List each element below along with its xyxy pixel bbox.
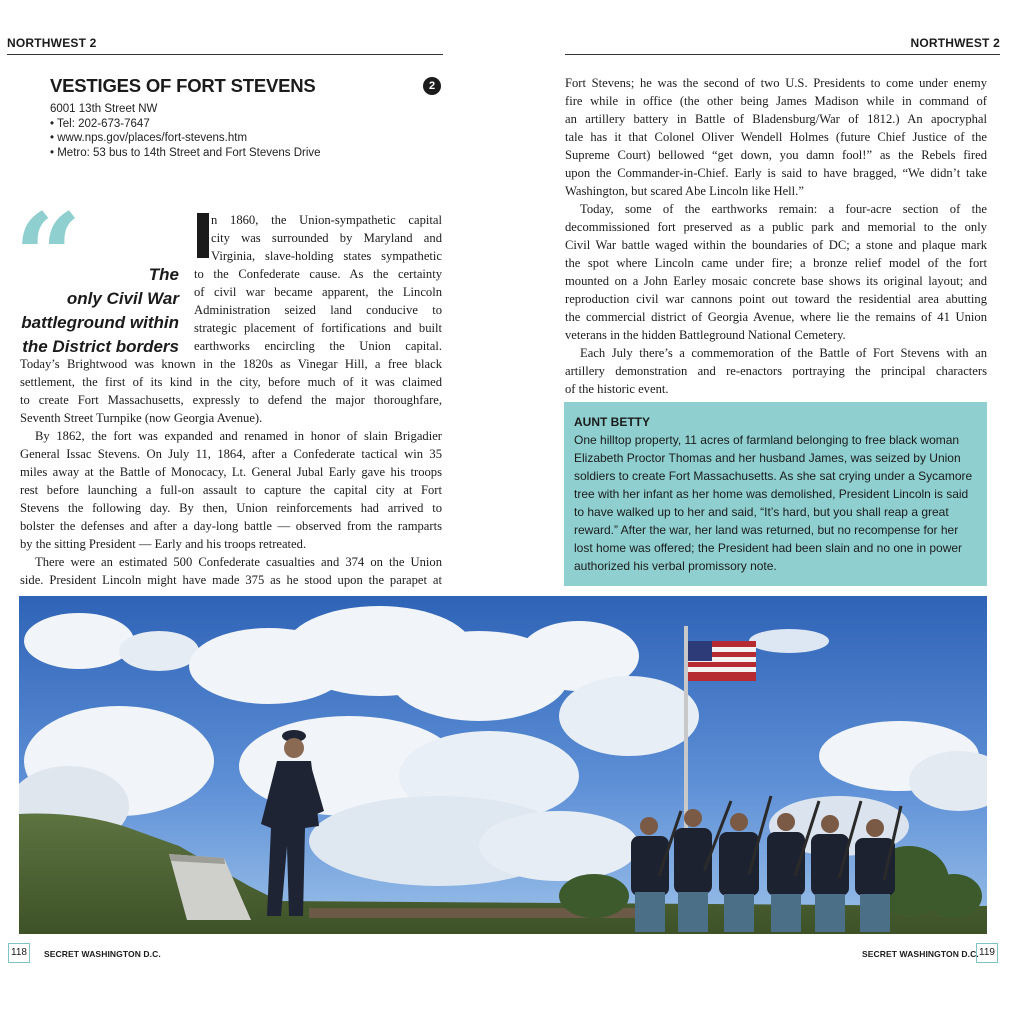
sidebar-line: tree with her infant as her home was demolished, President Lincoln is said [574,487,969,501]
sidebar-title: AUNT BETTY [574,415,650,429]
text-line: Stevens the following day. By then, Union reinforcements had arrived to [20,501,442,515]
section-header-right: NORTHWEST 2 [565,36,1000,55]
text-line: Fort Stevens; he was the second of two U.S. Presidents to come under enemy [565,76,987,90]
text-line: to the Confederate cause. As the certainty [194,267,442,281]
text-line: Supreme Court) bellowed “get down, you damn fool!” as the Rebels fired [565,148,987,162]
text-line: fire while in office (the other being James Madison while in command of [565,94,987,108]
text-line: strategic placement of fortifications and built [194,321,442,335]
footer-book-title-right: SECRET WASHINGTON D.C. [862,949,979,959]
us-flag [688,641,756,681]
pull-quote-line: the District borders [22,337,179,356]
sidebar-box [564,402,987,586]
text-line: Civil War battle waged within the boundaries of DC; a stone and plaque mark [565,238,987,252]
page-number-right: 119 [976,943,998,963]
text-line: Today’s Brightwood was known in the 1820s as Vinegar Hill, a free black [20,357,442,371]
fort-photo-illustration [19,596,987,934]
text-line: city was surrounded by Maryland and [211,231,442,245]
sidebar-line: One hilltop property, 11 acres of farmland belonging to free black woman [574,433,960,447]
text-line: veterans in the hidden Battleground National Cemetery. [565,328,846,342]
address-line: 6001 13th Street NW [50,103,158,115]
text-line: an artillery battery in Battle of Bladensburg/War of 1812.) An apocryphal [565,112,987,126]
pull-quote-line: battleground within [21,313,179,332]
entry-info [50,102,440,160]
text-line: upon the Commander-in-Chief. Early is said to have bragged, “We didn’t take [565,166,987,180]
entry-number-badge: 2 [423,77,441,95]
left-column-body [20,355,442,589]
text-line: to create Fort Massachusetts, expressly to defend the major thoroughfare, [20,393,442,407]
metro-line: • Metro: 53 bus to 14th Street and Fort Stevens Drive [50,146,321,159]
text-line: by the sitting President — Early and his troops retreated. [20,537,307,551]
text-line: tale has it that Colonel Oliver Wendell Holmes (future Chief Justice of the [565,130,987,144]
text-line: of civil war became apparent, the Lincoln [194,285,442,299]
text-line: Each July there’s a commemoration of the Battle of Fort Stevens with an [580,346,987,360]
text-line: reproduction civil war cannons point out toward the residential area abutting [565,292,987,306]
pull-quote [14,263,179,359]
text-line: decommissioned fort preserved as a public park and memorial to the only [565,220,987,234]
sidebar-line: soldiers to create Fort Massachusetts. As she sat crying under a Sycamore [574,469,973,483]
sidebar-line: Elizabeth Proctor Thomas and her husband James, was seized by Union [574,451,961,465]
text-line: earthworks encircling the Union capital. [194,339,442,353]
sidebar-line: authorized his verbal promissory note. [574,559,777,573]
quote-mark-icon: “ [14,187,82,326]
text-line: settlement, the first of its kind in the city, before much of it was claimed [20,375,442,389]
text-line: side. President Lincoln might have made 375 as he stood upon the parapet at [20,573,442,587]
web-line: • www.nps.gov/places/fort-stevens.htm [50,132,248,144]
text-line: mounted on a John Earley mosaic concrete base shows its original layout; and [565,274,987,288]
text-line: artillery demonstration and re-enactors portraying the principal characters [565,364,987,378]
text-line: the spot where Lincoln came under fire; a bronze relief model of the fort [565,256,987,270]
sidebar-body [574,431,977,575]
text-line: miles away at the Battle of Monocacy, Lt. General Jubal Early gave his troops [20,465,442,479]
sidebar-line: reward.” After the war, her land was returned, but no recompense for her [574,523,959,537]
left-column-wrap-text [194,265,442,355]
dropcap-letter [197,213,209,258]
right-column-body [565,74,987,398]
text-line: rest before launching a full-on assault to capture the capital city at Fort [20,483,442,497]
text-line: There were an estimated 500 Confederate casualties and 374 on the Union [35,555,442,569]
section-header-left: NORTHWEST 2 [7,36,443,55]
sidebar-line: to have walked up to her and said, “It’s hard, but you shall reap a great [574,505,949,519]
left-column-dropcap-text [211,211,442,265]
pull-quote-line: The [148,265,179,284]
text-line: Virginia, slave-holding states sympathetic [211,249,442,263]
text-line: n 1860, the Union-sympathetic capital [211,213,442,227]
text-line: of the historic event. [565,382,669,396]
text-line: Today, some of the earthworks remain: a four-acre section of the [580,202,987,216]
entry-title: VESTIGES OF FORT STEVENS [50,75,316,96]
text-line: Seventh Street Turnpike (now Georgia Avenue). [20,411,263,425]
fort-photo [19,596,987,934]
footer-book-title-left: SECRET WASHINGTON D.C. [44,949,161,959]
text-line: Washington, but scared Abe Lincoln like Hell.” [565,184,804,198]
text-line: bolster the defenses and after a day-long battle — observed from the ramparts [20,519,442,533]
pull-quote-line: only Civil War [66,289,179,308]
text-line: General Issac Stevens. On July 11, 1864, after a Confederate tactical win 35 [20,447,442,461]
sidebar-line: lost home was offered; the President had been slain and no one in power [574,541,963,555]
page-number-left: 118 [8,943,30,963]
tel-line: • Tel: 202-673-7647 [50,117,150,130]
text-line: the commercial district of Georgia Avenue, where lie the remains of 41 Union [565,310,987,324]
text-line: By 1862, the fort was expanded and renamed in honor of slain Brigadier [35,429,442,443]
text-line: Administration seized land conducive to [194,303,442,317]
